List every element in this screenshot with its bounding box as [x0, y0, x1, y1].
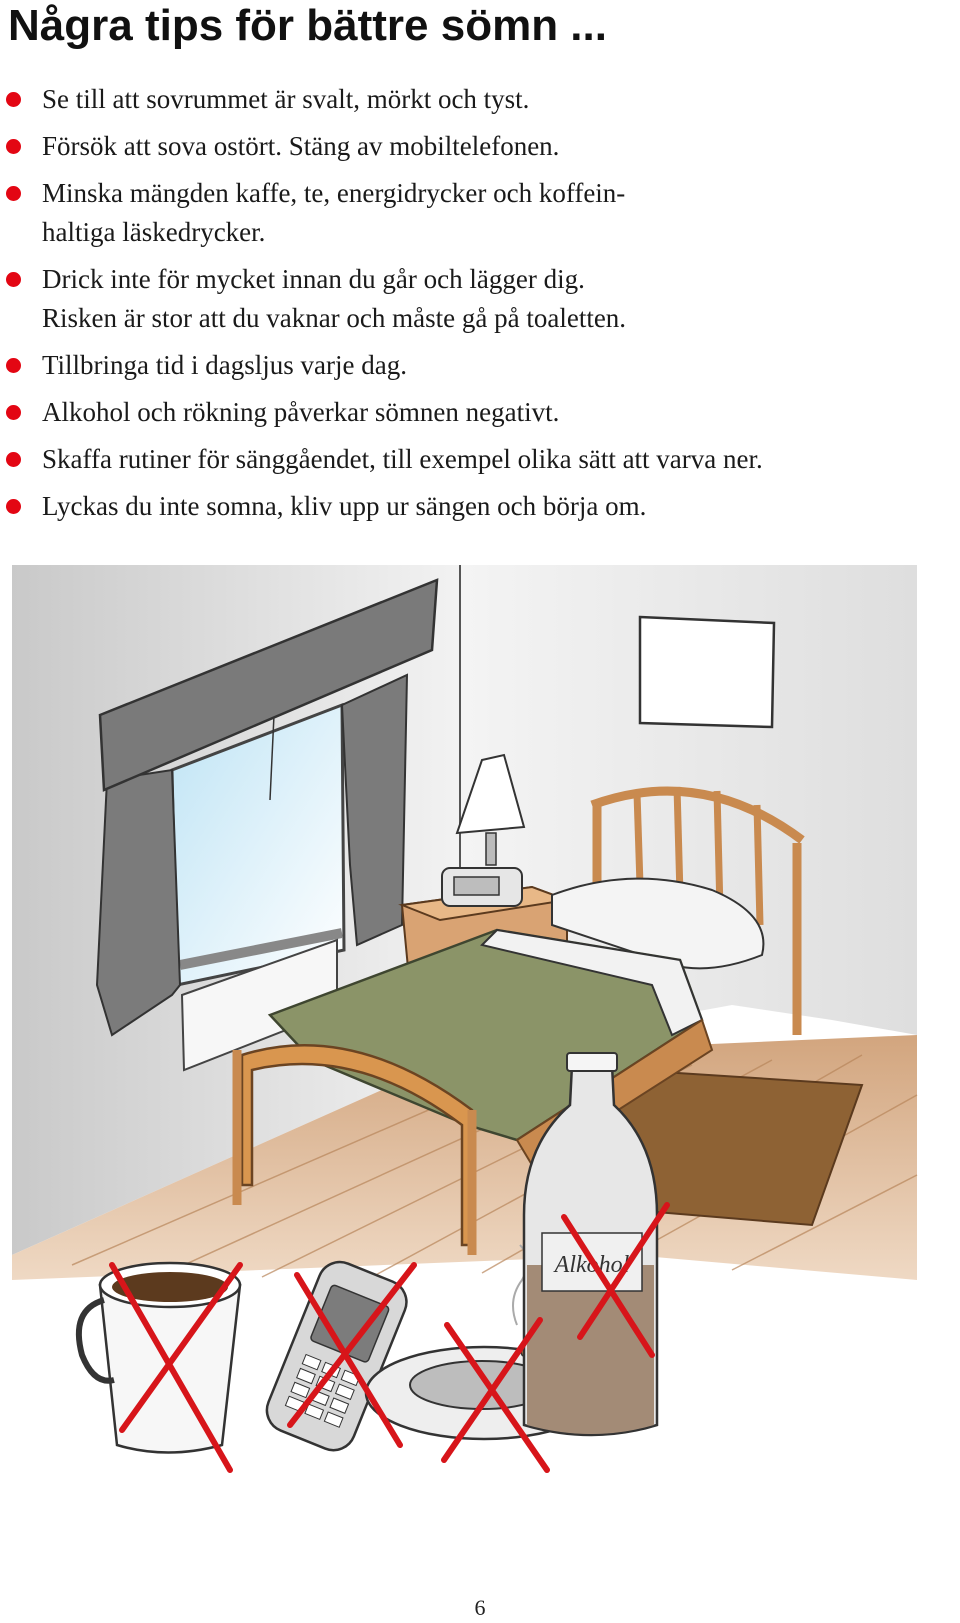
tip-text: Minska mängden kaffe, te, energidrycker och koffein- haltiga läskedrycker.: [42, 178, 626, 247]
page-number: 6: [474, 1595, 486, 1620]
tip-text: Lyckas du inte somna, kliv upp ur sängen och börja om.: [42, 491, 647, 521]
wall-frame: [640, 617, 774, 727]
bullet-icon: [6, 272, 21, 287]
bedroom-illustration: [12, 565, 932, 1495]
bullet-icon: [6, 139, 21, 154]
list-item: [0, 80, 940, 119]
page-title: Några tips för bättre sömn ...: [8, 1, 607, 50]
bullet-icon: [6, 186, 21, 201]
list-item: [0, 487, 940, 526]
tip-text: Skaffa rutiner för sänggåendet, till exempel olika sätt att varva ner.: [42, 444, 763, 474]
tips-list: [0, 80, 940, 534]
tip-text: Drick inte för mycket innan du går och lägger dig. Risken är stor att du vaknar och måste gå på toaletten.: [42, 264, 627, 333]
list-item: [0, 440, 940, 479]
bullet-icon: [6, 405, 21, 420]
list-item: [0, 174, 940, 252]
tip-text: Tillbringa tid i dagsljus varje dag.: [42, 350, 407, 380]
curtain-left: [97, 770, 180, 1035]
tip-text: Alkohol och rökning påverkar sömnen negativt.: [42, 397, 560, 427]
bullet-icon: [6, 499, 21, 514]
bullet-icon: [6, 452, 21, 467]
list-item: [0, 260, 940, 338]
tip-text: Se till att sovrummet är svalt, mörkt och tyst.: [42, 84, 530, 114]
bottle-label-text: Alkohol: [554, 1252, 630, 1278]
list-item: [0, 127, 940, 166]
list-item: [0, 393, 940, 432]
coffee-cup: [79, 1263, 240, 1453]
list-item: [0, 346, 940, 385]
bullet-icon: [6, 358, 21, 373]
bullet-icon: [6, 92, 21, 107]
tip-text: Försök att sova ostört. Stäng av mobiltelefonen.: [42, 131, 560, 161]
